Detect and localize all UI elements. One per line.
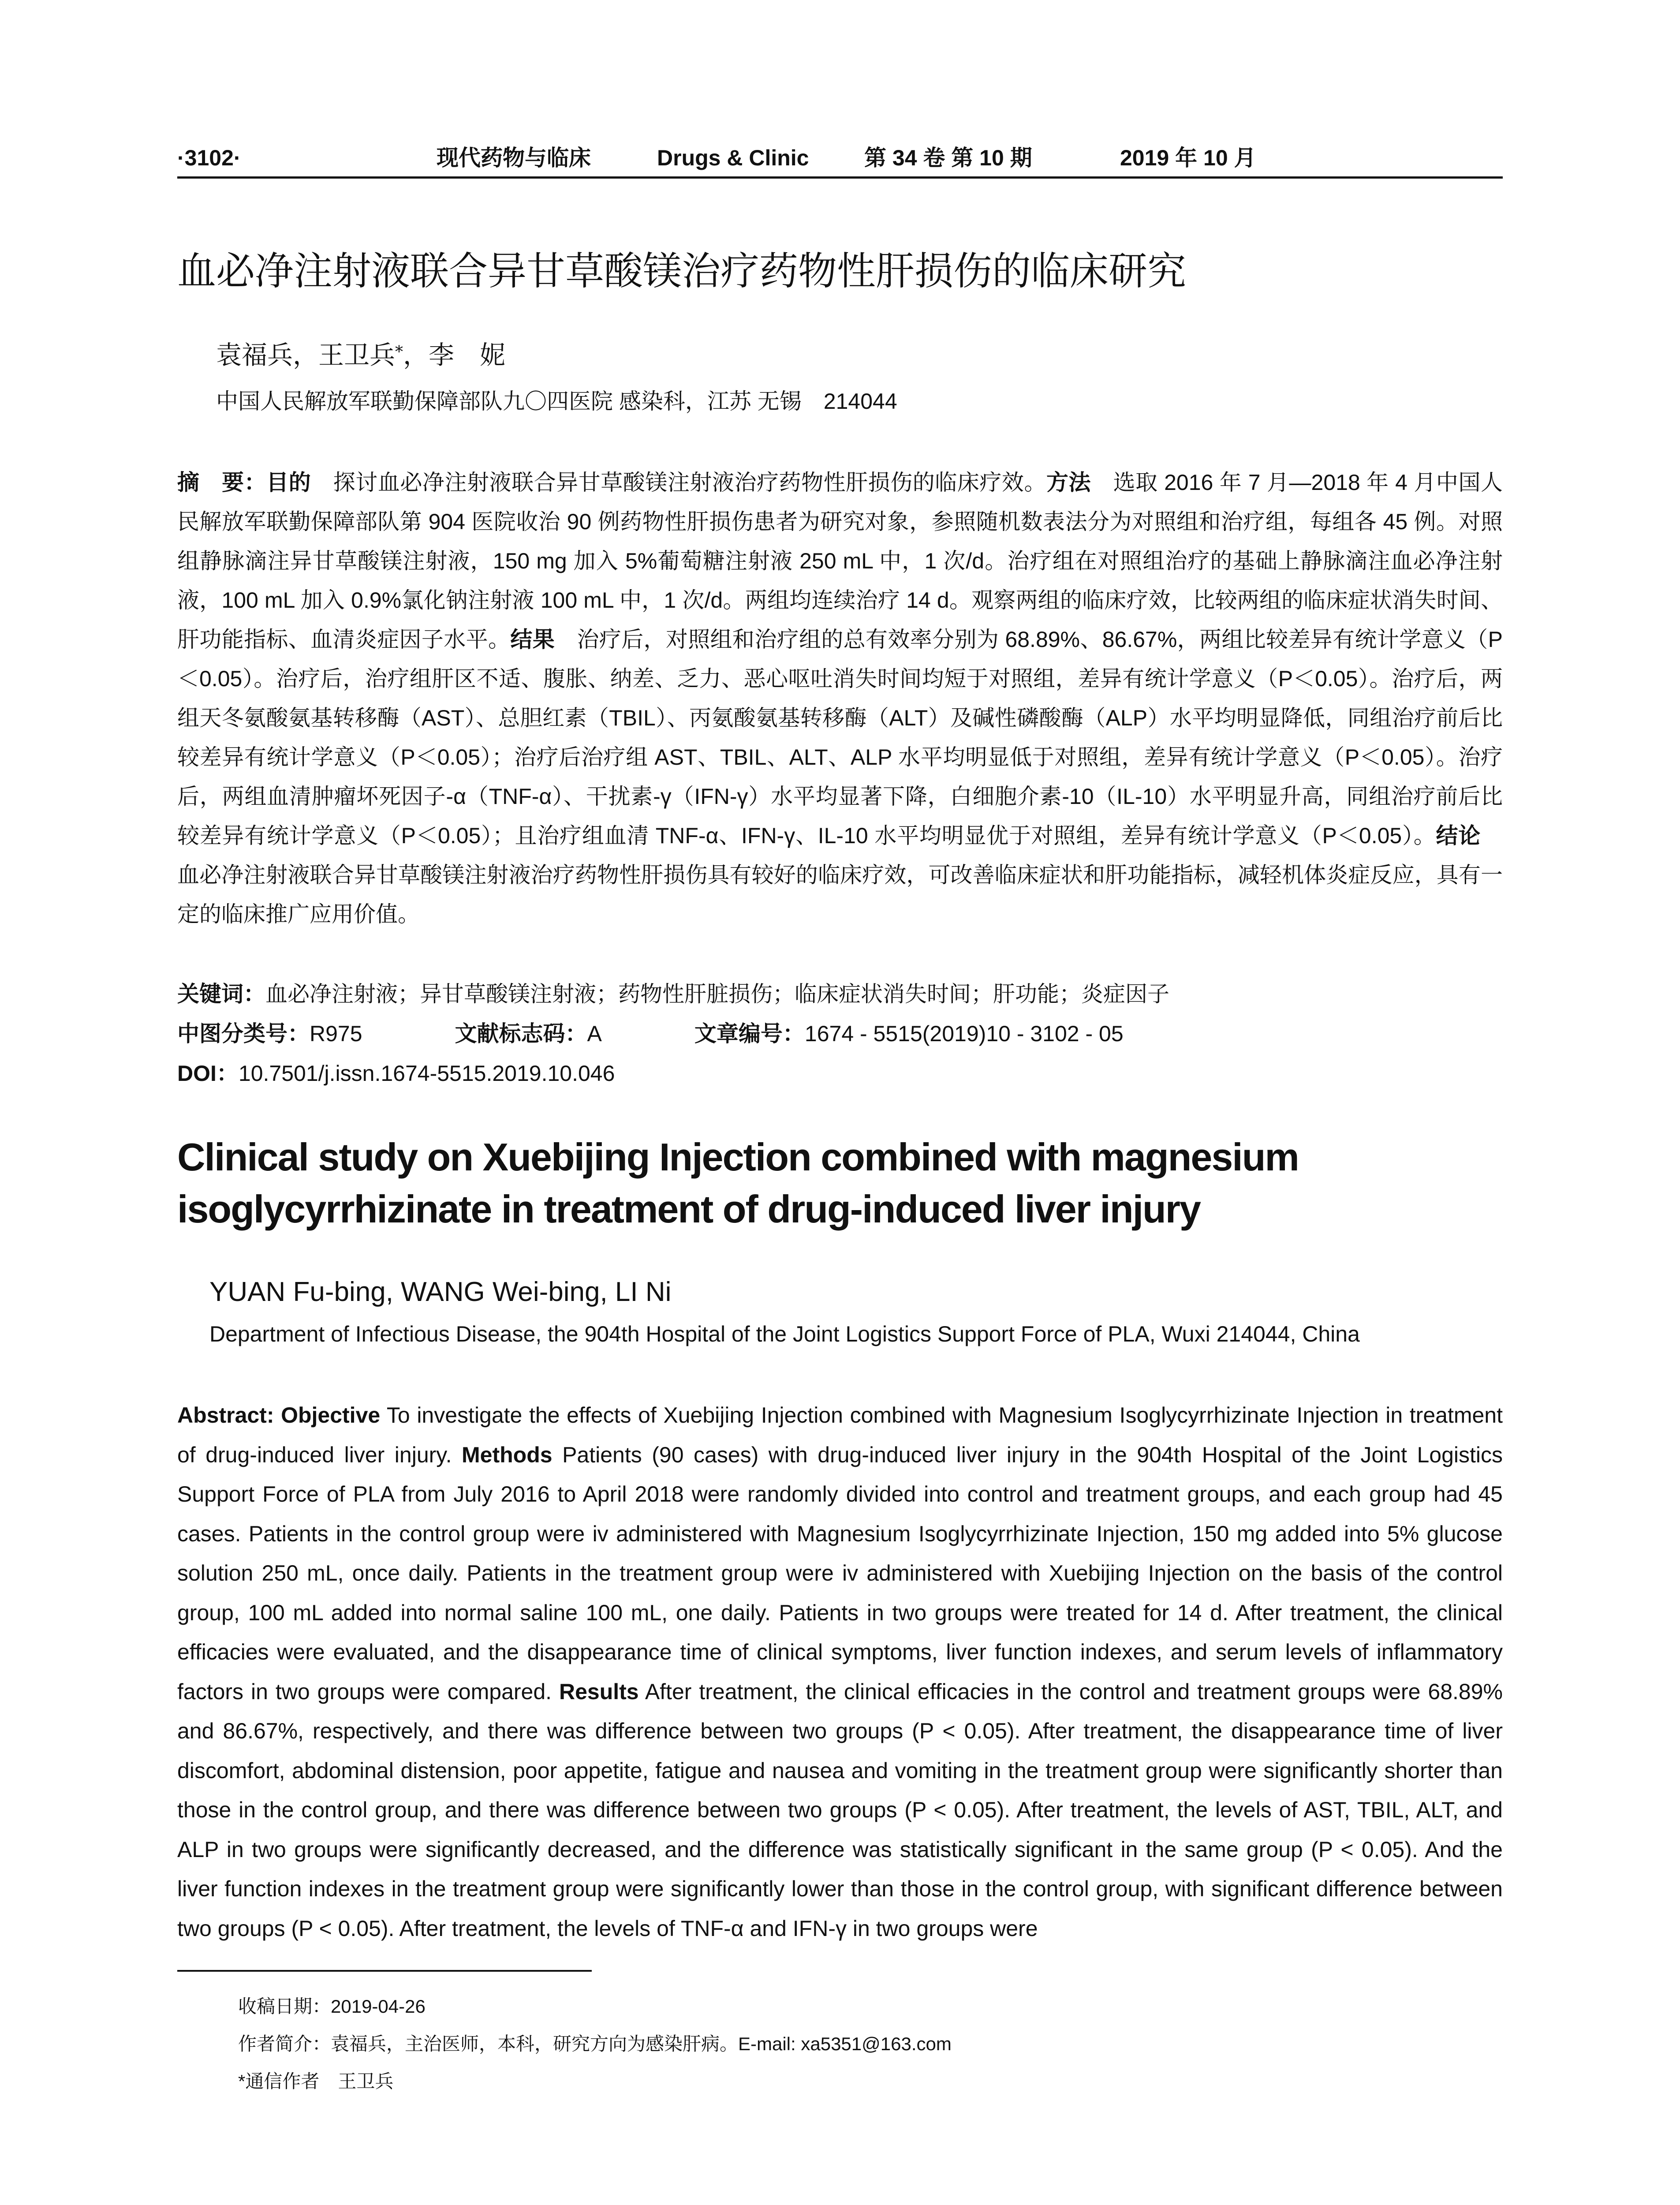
journal-name-en: Drugs & Clinic: [657, 146, 809, 170]
english-authors: YUAN Fu-bing, WANG Wei-bing, LI Ni: [209, 1277, 672, 1307]
english-abstract: Abstract: Objective To investigate the effects of Xuebijing Injection combined with Magnesium Isoglycyrrhizinate Injection in treatment of drug-induced liver injury. Methods Patients (90 cases) with drug-induced liver injury in the 904th Hospital of the Joint Logistics Support Force of PLA from July 2016 to April 2018 were randomly divided into control and treatment groups, and each group had 45 cases. Patients in the control group were iv administered with Magnesium Isoglycyrrhizinate Injection, 150 mg added into 5% glucose solution 250 mL, once daily. Patients in the treatment group were iv administered with Xuebijing Injection on the basis of the control group, 100 mL added into normal saline 100 mL, one daily. Patients in two groups were treated for 14 d. After treatment, the clinical efficacies were evaluated, and the disappearance time of clinical symptoms, liver function indexes, and serum levels of inflammatory factors in two groups were compared. Results After treatment, the clinical efficacies in the control and treatment groups were 68.89% and 86.67%, respectively, and there was difference between two groups (P < 0.05). After treatment, the disappearance time of liver discomfort, abdominal distension, poor appetite, fatigue and nausea and vomiting in the treatment group were significantly shorter than those in the control group, and there was difference between two groups (P < 0.05). After treatment, the levels of AST, TBIL, ALT, and ALP in two groups were significantly decreased, and the difference was statistically significant in the same group (P < 0.05). And the liver function indexes in the treatment group were significantly lower than those in the control group, with significant difference between two groups (P < 0.05). After treatment, the levels of TNF-α and IFN-γ in two groups were: [177, 1403, 1503, 1941]
journal-name-cn: 现代药物与临床: [437, 145, 591, 171]
received-date: 收稿日期：2019-04-26: [238, 1996, 426, 2017]
chinese-affiliation: 中国人民解放军联勤保障部队九〇四医院 感染科，江苏 无锡 214044: [216, 389, 897, 414]
journal-volume: 第 34 卷 第 10 期: [864, 146, 1032, 170]
classification-line: 中图分类号：R975 文献标志码：A 文章编号：1674 - 5515(2019)10 - 3102 - 05: [177, 1021, 1124, 1046]
header-rule: [177, 176, 1503, 179]
author-bio: 作者简介：袁福兵，主治医师，本科，研究方向为感染肝病。E-mail: xa5351@163.com: [238, 2033, 952, 2054]
chinese-title: 血必净注射液联合异甘草酸镁治疗药物性肝损伤的临床研究: [177, 249, 1187, 293]
english-title: Clinical study on Xuebijing Injection combined with magnesium isoglycyrrhizinate in treatment of drug-induced liver injury: [177, 1135, 1299, 1231]
chinese-keywords: 关键词：血必净注射液；异甘草酸镁注射液；药物性肝脏损伤；临床症状消失时间；肝功能；炎症因子: [177, 982, 1169, 1006]
english-affiliation: Department of Infectious Disease, the 904th Hospital of the Joint Logistics Support Force of PLA, Wuxi 214044, China: [209, 1322, 1360, 1346]
corresponding-mark: *: [395, 343, 403, 361]
doi-line: DOI：10.7501/j.issn.1674-5515.2019.10.046: [177, 1061, 615, 1086]
page-number: ·3102·: [177, 146, 241, 170]
chinese-abstract: 摘 要：目的 探讨血必净注射液联合异甘草酸镁注射液治疗药物性肝损伤的临床疗效。方法 选取 2016 年 7 月—2018 年 4 月中国人民解放军联勤保障部队第 904 医院收治 90 例药物性肝损伤患者为研究对象，参照随机数表法分为对照组和治疗组，每组各 45 例。对照组静脉滴注异甘草酸镁注射液，150 mg 加入 5%葡萄糖注射液 250 mL 中，1 次/d。治疗组在对照组治疗的基础上静脉滴注血必净注射液，100 mL 加入 0.9%氯化钠注射液 100 mL 中，1 次/d。两组均连续治疗 14 d。观察两组的临床疗效，比较两组的临床症状消失时间、肝功能指标、血清炎症因子水平。结果 治疗后，对照组和治疗组的总有效率分别为 68.89%、86.67%，两组比较差异有统计学意义（P＜0.05）。治疗后，治疗组肝区不适、腹胀、纳差、乏力、恶心呕吐消失时间均短于对照组，差异有统计学意义（P＜0.05）。治疗后，两组天冬氨酸氨基转移酶（AST）、总胆红素（TBIL）、丙氨酸氨基转移酶（ALT）及碱性磷酸酶（ALP）水平均明显降低，同组治疗前后比较差异有统计学意义（P＜0.05）；治疗后治疗组 AST、TBIL、ALT、ALP 水平均明显低于对照组，差异有统计学意义（P＜0.05）。治疗后，两组血清肿瘤坏死因子-α（TNF-α）、干扰素-γ（IFN-γ）水平均显著下降，白细胞介素-10（IL-10）水平明显升高，同组治疗前后比较差异有统计学意义（P＜0.05）；且治疗组血清 TNF-α、IFN-γ、IL-10 水平均明显优于对照组，差异有统计学意义（P＜0.05）。结论 血必净注射液联合异甘草酸镁注射液治疗药物性肝损伤具有较好的临床疗效，可改善临床症状和肝功能指标，减轻机体炎症反应，具有一定的临床推广应用价值。: [177, 470, 1503, 927]
journal-date: 2019 年 10 月: [1120, 146, 1256, 170]
footnote-rule: [177, 1970, 592, 1972]
chinese-authors: 袁福兵，王卫兵*，李 妮: [216, 340, 506, 370]
corresponding-author: *通信作者 王卫兵: [238, 2071, 394, 2092]
